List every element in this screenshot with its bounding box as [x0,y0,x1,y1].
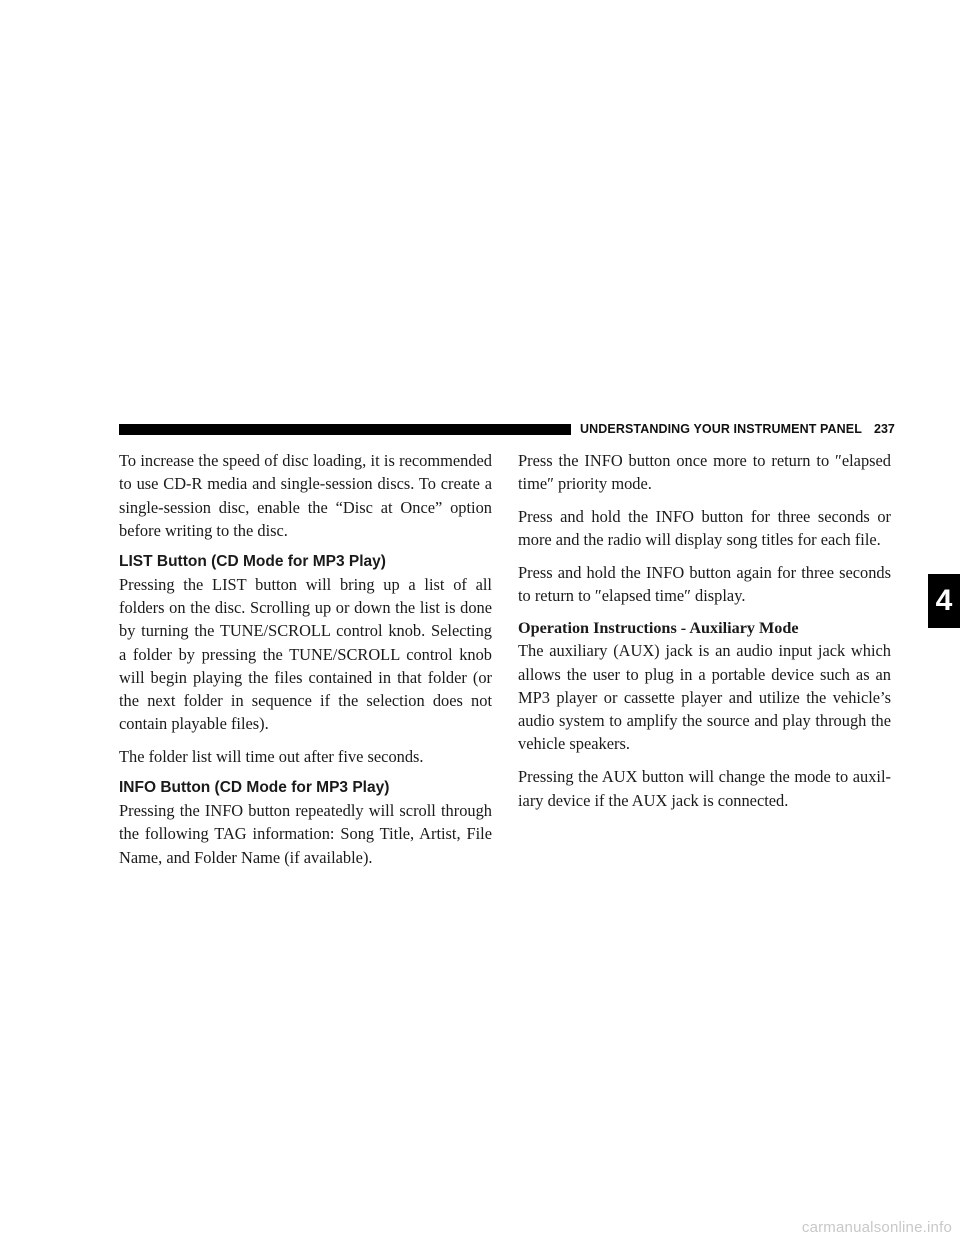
header-rule [119,424,571,435]
watermark-text: carmanualsonline.info [801,1219,952,1236]
section-title: UNDERSTANDING YOUR INSTRUMENT PANEL [580,422,862,436]
info-elapsed-paragraph: Press the INFO button once more to return to ″elapsed time″ priority mode. [518,451,891,494]
aux-mode-heading: Operation Instructions - Auxiliary Mode [518,619,799,638]
info-hold-again-paragraph: Press and hold the INFO button again for three seconds to return to ″elapsed time″ display. [518,563,891,606]
aux-button-paragraph: Pressing the AUX button will change the mode to auxil-iary device if the AUX jack is connected. [518,767,891,810]
chapter-tab: 4 [928,574,960,628]
info-button-paragraph: Pressing the INFO button repeatedly will scroll through the following TAG information: Song Title, Artist, File Name, and Folder Name (if available). [119,801,492,867]
left-column [119,449,492,878]
right-column [518,449,891,821]
info-hold-paragraph: Press and hold the INFO button for three seconds or more and the radio will display song titles for each file. [518,507,891,550]
list-button-paragraph: Pressing the LIST button will bring up a list of all folders on the disc. Scrolling up or down the list is done by turning the TUNE/SCROLL control knob. Selecting a folder by pressing the TUNE/SCROLL control knob will begin playing the files contained in that folder (or the next folder in sequence if the selection does not contain playable files). [119,574,492,734]
list-button-heading: LIST Button (CD Mode for MP3 Play) [119,552,386,570]
folder-timeout-paragraph: The folder list will time out after five seconds. [119,747,424,767]
info-button-heading: INFO Button (CD Mode for MP3 Play) [119,779,390,797]
page-number: 237 [874,422,895,436]
aux-jack-paragraph: The auxiliary (AUX) jack is an audio input jack which allows the user to plug in a portable device such as an MP3 player or cassette player and utilize the vehicle’s audio system to amplify the source and play through the vehicle speakers. [518,641,891,754]
intro-paragraph: To increase the speed of disc loading, it is recommended to use CD-R media and single-session discs. To create a single-session disc, enable the “Disc at Once” option before writing to the disc. [119,451,492,540]
